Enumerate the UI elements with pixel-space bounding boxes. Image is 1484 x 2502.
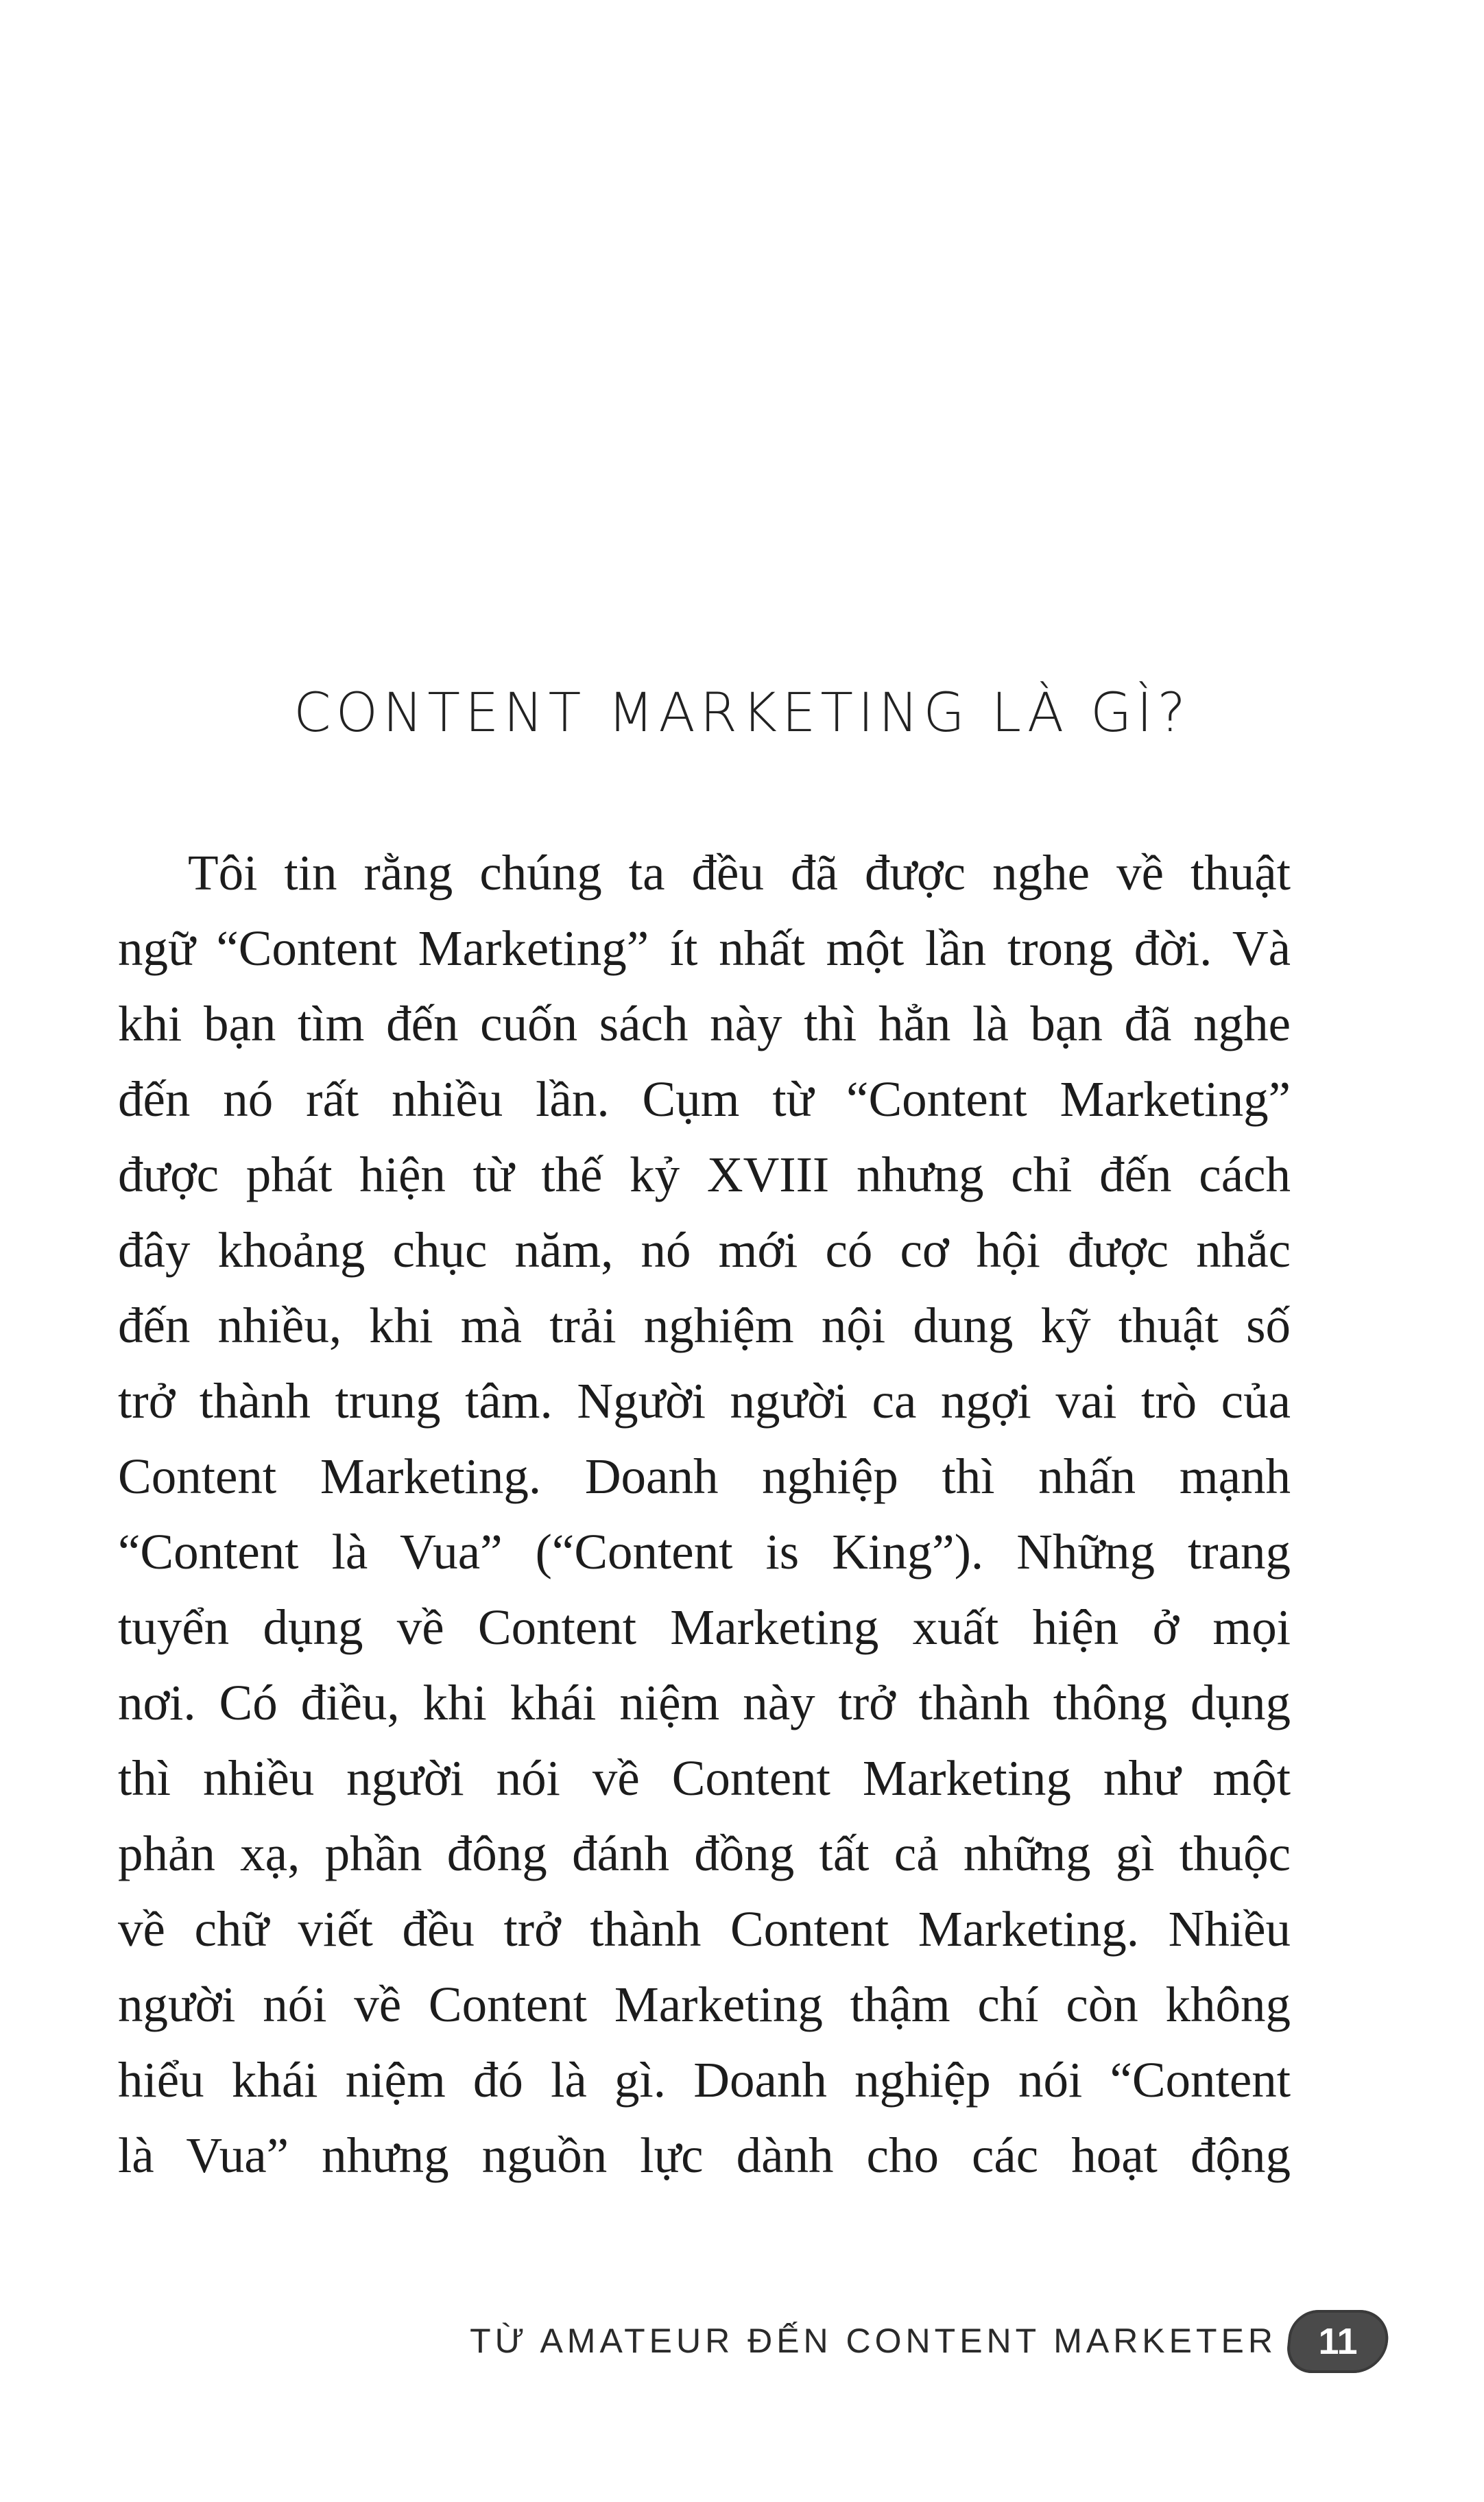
- text-line: ngữ “Content Marketing” ít nhất một lần trong đời. Và: [118, 920, 1291, 976]
- chapter-title: CONTENT MARKETING LÀ GÌ?: [294, 682, 1190, 744]
- text-line: Content Marketing. Doanh nghiệp thì nhấn mạnh: [118, 1449, 1291, 1504]
- text-line: nơi. Có điều, khi khái niệm này trở thành thông dụng: [118, 1675, 1291, 1730]
- text-line: hiểu khái niệm đó là gì. Doanh nghiệp nói “Content: [118, 2052, 1291, 2108]
- page-footer: [0, 2298, 1484, 2380]
- text-line: người nói về Content Marketing thậm chí còn không: [118, 1977, 1291, 2032]
- text-line: là Vua” nhưng nguồn lực dành cho các hoạt động: [118, 2128, 1291, 2183]
- page-number: 11: [1318, 2321, 1358, 2362]
- text-line: Tôi tin rằng chúng ta đều đã được nghe về thuật: [188, 845, 1291, 901]
- text-line: về chữ viết đều trở thành Content Marketing. Nhiều: [118, 1901, 1291, 1957]
- text-line: được phát hiện từ thế kỷ XVIII nhưng chỉ đến cách: [118, 1147, 1291, 1202]
- text-line: trở thành trung tâm. Người người ca ngợi vai trò của: [118, 1373, 1291, 1429]
- text-line: thì nhiều người nói về Content Marketing như một: [118, 1750, 1291, 1806]
- text-line: tuyển dụng về Content Marketing xuất hiện ở mọi: [118, 1599, 1291, 1655]
- text-line: phản xạ, phần đông đánh đồng tất cả những gì thuộc: [118, 1826, 1291, 1881]
- body-paragraph: [118, 835, 1291, 2193]
- running-title: TỪ AMATEUR ĐẾN CONTENT MARKETER: [470, 2322, 1277, 2360]
- text-line: đến nhiều, khi mà trải nghiệm nội dung kỹ thuật số: [118, 1298, 1291, 1353]
- text-line: khi bạn tìm đến cuốn sách này thì hẳn là bạn đã nghe: [118, 996, 1291, 1051]
- text-line: đến nó rất nhiều lần. Cụm từ “Content Marketing”: [118, 1071, 1291, 1127]
- text-line: đây khoảng chục năm, nó mới có cơ hội được nhắc: [118, 1222, 1291, 1278]
- text-line: “Content là Vua” (“Content is King”). Những trang: [118, 1524, 1291, 1580]
